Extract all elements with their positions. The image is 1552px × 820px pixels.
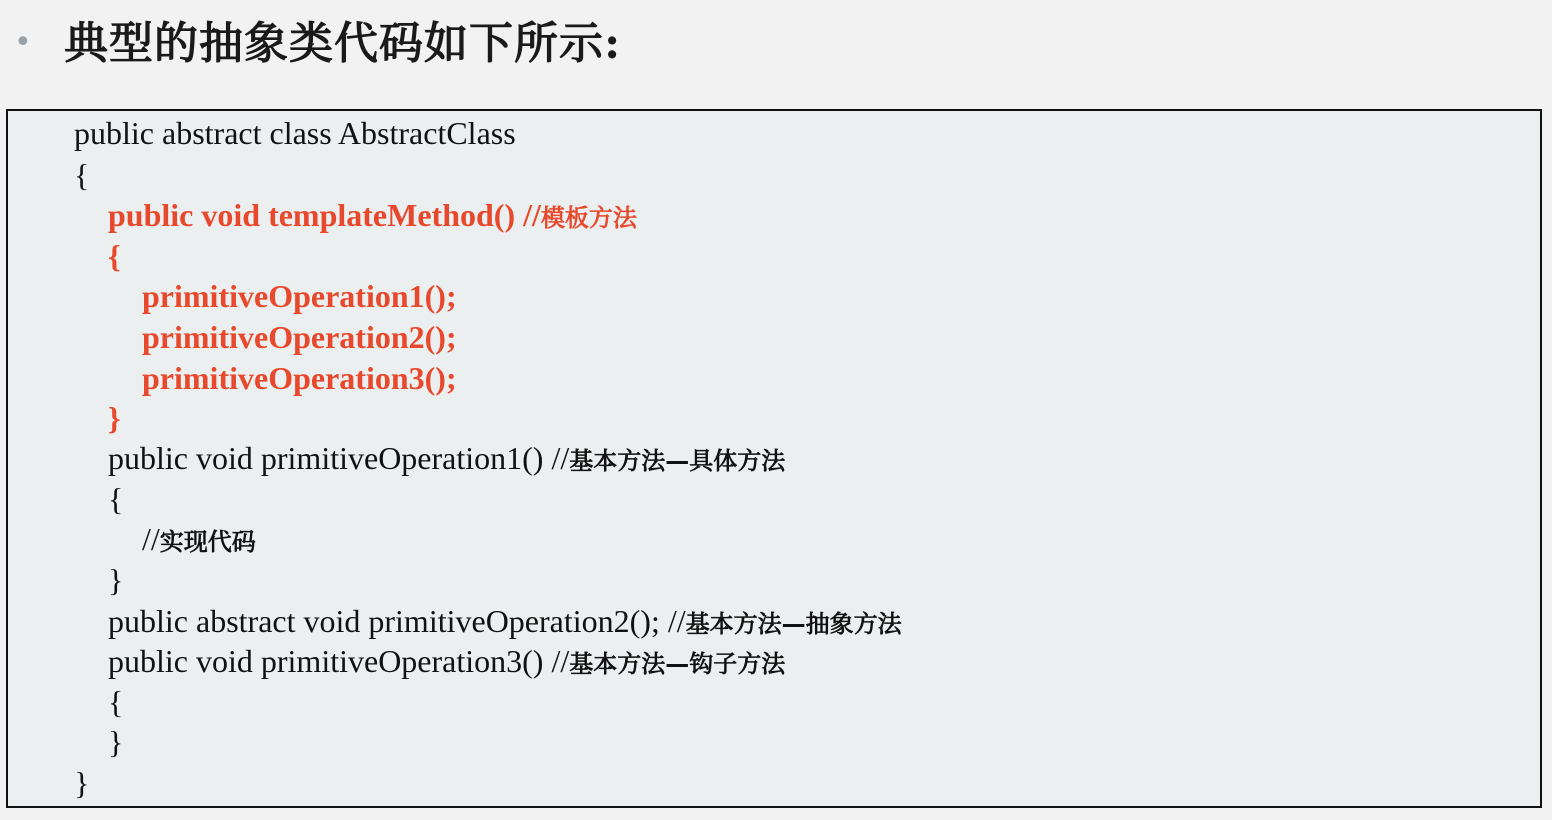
code-comment: 基本方法—抽象方法: [685, 610, 902, 638]
code-text: primitiveOperation1();: [142, 278, 457, 314]
code-text: public void templateMethod() //: [108, 197, 541, 233]
code-line-call-operation3: [142, 358, 457, 398]
code-text: public void primitiveOperation1() //: [108, 440, 570, 476]
bullet-icon: •: [14, 25, 32, 60]
code-text: primitiveOperation2();: [142, 319, 457, 355]
code-block: [6, 109, 1542, 808]
code-line-operation1-declaration: [108, 438, 785, 481]
code-line-implementation-comment: [142, 519, 256, 562]
code-line-operation3-close-brace: [108, 722, 123, 762]
code-text: public abstract void primitiveOperation2(); //: [108, 603, 686, 639]
code-line-operation3-declaration: [108, 641, 785, 684]
slide-heading-row: [0, 0, 1552, 100]
code-text: {: [108, 684, 124, 720]
code-line-template-method: [108, 195, 637, 238]
code-comment: 模板方法: [540, 204, 637, 232]
code-text: public abstract class AbstractClass: [74, 115, 516, 151]
code-comment: 基本方法—具体方法: [569, 447, 786, 475]
code-text: {: [108, 481, 124, 517]
code-text: primitiveOperation3();: [142, 360, 457, 396]
code-line-class-open-brace: [74, 155, 89, 195]
code-line-class-close-brace: [74, 763, 89, 803]
code-line-operation2-declaration: [108, 601, 902, 644]
code-line-call-operation1: [142, 276, 457, 316]
code-line-template-open-brace: [108, 236, 121, 276]
code-line-operation3-open-brace: [108, 682, 123, 722]
code-text: }: [108, 724, 124, 760]
code-text: }: [108, 562, 124, 598]
code-text: public void primitiveOperation3() //: [108, 643, 570, 679]
code-text: }: [74, 765, 90, 801]
slide-heading: 典型的抽象类代码如下所示:: [64, 18, 622, 69]
code-comment: 基本方法—钩子方法: [569, 650, 786, 678]
code-line-call-operation2: [142, 317, 457, 357]
code-line-class-declaration: [74, 113, 516, 153]
code-text: {: [108, 238, 121, 274]
code-line-operation1-close-brace: [108, 560, 123, 600]
code-line-operation1-open-brace: [108, 479, 123, 519]
code-text: //: [142, 521, 160, 557]
code-text: {: [74, 157, 90, 193]
code-comment: 实现代码: [159, 528, 256, 556]
code-line-template-close-brace: [108, 398, 121, 438]
code-text: }: [108, 400, 121, 436]
